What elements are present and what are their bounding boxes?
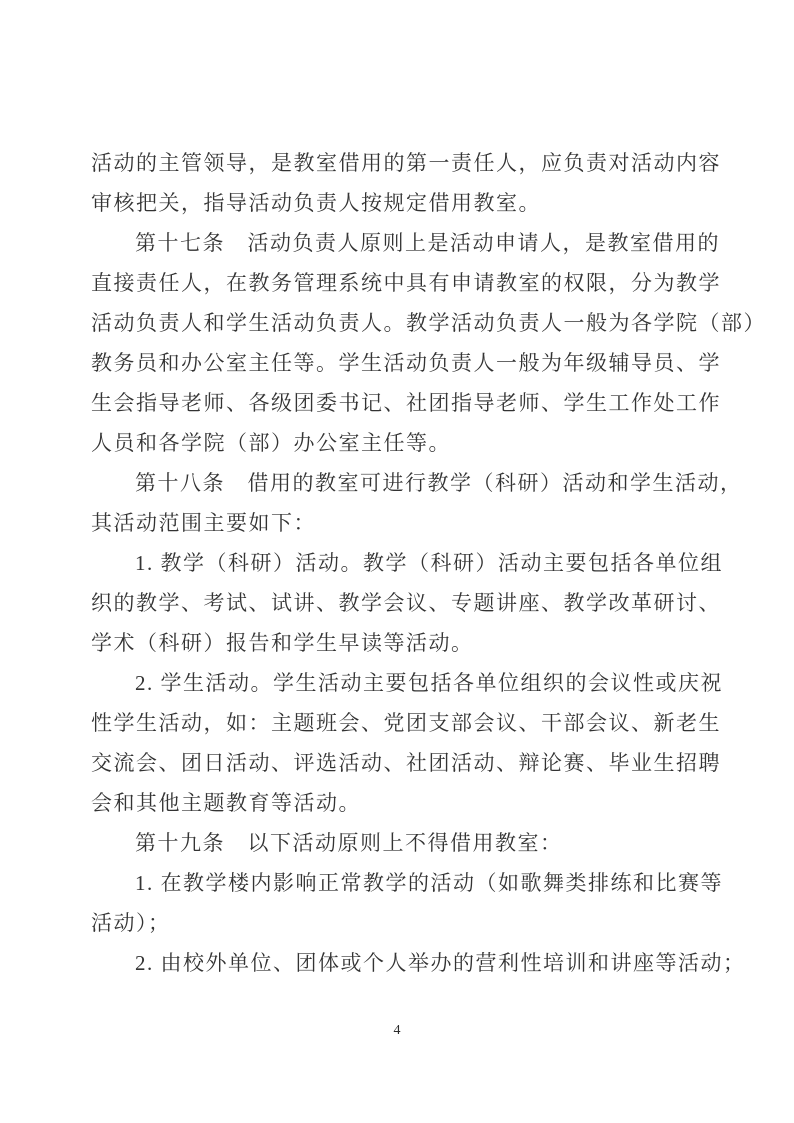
text-line: 2. 学生活动。学生活动主要包括各单位组织的会议性或庆祝 [135, 671, 723, 695]
text-line: 第十九条 以下活动原则上不得借用教室： [135, 831, 563, 855]
document-body [91, 143, 766, 983]
text-line: 审核把关，指导活动负责人按规定借用教室。 [91, 191, 541, 215]
text-line: 活动负责人和学生活动负责人。教学活动负责人一般为各学院（部） [91, 311, 766, 335]
text-line: 活动）； [91, 911, 171, 935]
text-line: 会和其他主题教育等活动。 [91, 791, 361, 815]
text-line: 人员和各学院（部）办公室主任等。 [91, 431, 451, 455]
text-line: 其活动范围主要如下： [91, 511, 316, 535]
text-line: 1. 教学（科研）活动。教学（科研）活动主要包括各单位组 [135, 551, 723, 575]
text-line: 直接责任人，在教务管理系统中具有申请教室的权限，分为教学 [91, 271, 721, 295]
text-line: 教务员和办公室主任等。学生活动负责人一般为年级辅导员、学 [91, 351, 721, 375]
text-line: 生会指导老师、各级团委书记、社团指导老师、学生工作处工作 [91, 391, 721, 415]
text-line: 学术（科研）报告和学生早读等活动。 [91, 631, 474, 655]
text-line: 活动的主管领导，是教室借用的第一责任人，应负责对活动内容 [91, 151, 721, 175]
text-line: 第十七条 活动负责人原则上是活动申请人，是教室借用的 [135, 231, 720, 255]
page-number: 4 [393, 1023, 401, 1038]
text-line: 1. 在教学楼内影响正常教学的活动（如歌舞类排练和比赛等 [135, 871, 723, 895]
text-line: 交流会、团日活动、评选活动、社团活动、辩论赛、毕业生招聘 [91, 751, 721, 775]
text-line: 2. 由校外单位、团体或个人举办的营利性培训和讲座等活动； [135, 951, 746, 975]
text-line: 性学生活动，如：主题班会、党团支部会议、干部会议、新老生 [91, 711, 721, 735]
text-line: 织的教学、考试、试讲、教学会议、专题讲座、教学改革研讨、 [91, 591, 721, 615]
text-line: 第十八条 借用的教室可进行教学（科研）活动和学生活动， [135, 471, 743, 495]
